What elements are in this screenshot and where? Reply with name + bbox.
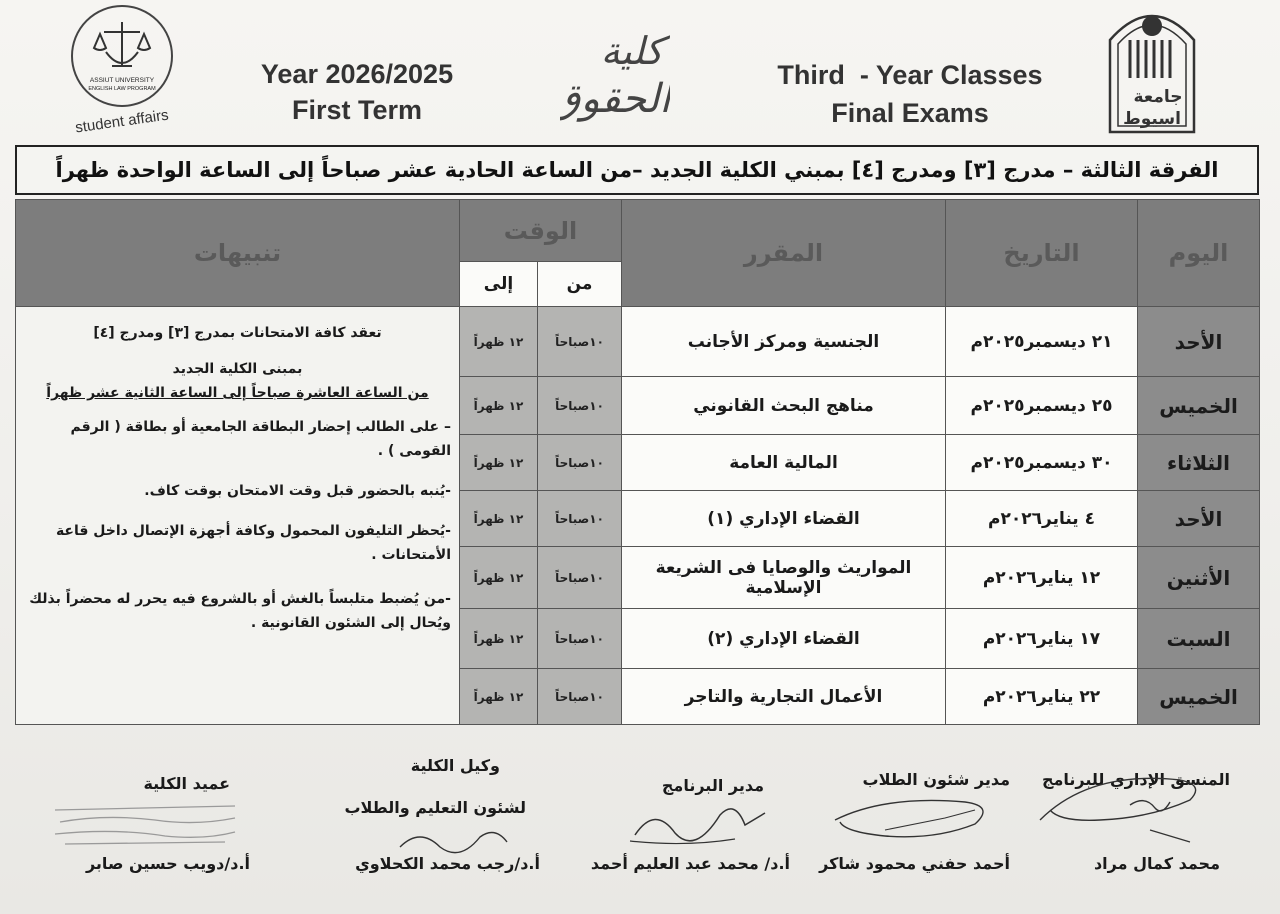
row-course: القضاء الإداري (١) [622,491,946,547]
affairs-signature-icon [825,790,1005,850]
row-from: ١٠صباحاً [538,307,622,377]
row-to: ١٢ ظهراً [460,307,538,377]
student-affairs-logo [62,4,182,138]
notes-line3: من الساعة العاشرة صباحاً إلى الساعة الثانية عشر ظهراً [46,385,429,401]
vice-name: أ.د/رجب محمد الكحلاوي [355,854,540,873]
row-from: ١٠صباحاً [538,491,622,547]
schedule-title: الفرقة الثالثة – مدرج [٣] ومدرج [٤] بمبني الكلية الجديد –من الساعة الحادية عشر صباحاً إلى الساعة الواحدة ظهراً [55,158,1219,182]
row-day: الخميس [1138,669,1260,725]
exam-schedule-table [15,199,1259,724]
row-from: ١٠صباحاً [538,609,622,669]
row-course: المواريث والوصايا فى الشريعة الإسلامية [622,547,946,609]
row-from: ١٠صباحاً [538,435,622,491]
row-course: القضاء الإداري (٢) [622,609,946,669]
exam-title [740,56,1080,132]
logo-line1: ASSIUT UNIVERSITY [89,77,155,84]
row-date: ٤ يناير٢٠٢٦م [946,491,1138,547]
coordinator-name: محمد كمال مراد [1093,854,1220,873]
row-course: الجنسية ومركز الأجانب [622,307,946,377]
header-from: من [538,262,622,307]
row-day: الأثنين [1138,547,1260,609]
vice-signature-icon [395,822,515,862]
row-date: ٣٠ ديسمبر٢٠٢٥م [946,435,1138,491]
notes-line2: بمبنى الكلية الجديد [172,361,303,377]
row-to: ١٢ ظهراً [460,435,538,491]
header-day: اليوم [1138,200,1260,307]
row-day: الأحد [1138,491,1260,547]
row-to: ١٢ ظهراً [460,609,538,669]
row-to: ١٢ ظهراً [460,491,538,547]
header-course: المقرر [622,200,946,307]
row-to: ١٢ ظهراً [460,547,538,609]
header-to: إلى [460,262,538,307]
academic-year [222,56,492,128]
row-day: السبت [1138,609,1260,669]
notes-bullet2: -يُنبه بالحضور قبل وقت الامتحان بوقت كاف. [144,483,451,499]
final-exams-line: Final Exams [831,98,989,128]
calligraphy-logo-icon [560,12,670,132]
logo-line3: student affairs [74,106,170,137]
row-to: ١٢ ظهراً [460,377,538,435]
table-row [16,307,1260,377]
vice-title-line2: لشئون التعليم والطلاب [344,798,526,817]
program-title: مدير البرنامج [661,776,764,795]
dean-title: عميد الكلية [143,774,230,793]
row-course: الأعمال التجارية والتاجر [622,669,946,725]
scales-emblem-icon [62,4,182,138]
notes-cell [16,307,460,725]
row-course: المالية العامة [622,435,946,491]
dean-stamp-icon [45,800,245,850]
row-date: ١٢ يناير٢٠٢٦م [946,547,1138,609]
header-time: الوقت [460,200,622,262]
row-from: ١٠صباحاً [538,547,622,609]
header-notes: تنبيهات [16,200,460,307]
assiut-university-logo [1104,0,1200,134]
row-date: ١٧ يناير٢٠٢٦م [946,609,1138,669]
faculty-word-1: كلية [600,29,664,73]
dean-name: أ.د/دويب حسين صابر [85,854,250,873]
year-line: Year 2026/2025 [260,59,454,89]
affairs-name: أحمد حفني محمود شاكر [819,854,1010,873]
program-signature-icon [625,795,775,850]
university-emblem-icon [1104,0,1200,134]
uni-logo-word-1: جامعة [1133,87,1183,107]
faculty-word-2: الحقوق [560,76,670,122]
row-course: مناهج البحث القانوني [622,377,946,435]
row-date: ٢٥ ديسمبر٢٠٢٥م [946,377,1138,435]
faculty-of-law-calligraphy [560,12,670,132]
classes-line: Third - Year Classes [777,60,1043,90]
row-day: الأحد [1138,307,1260,377]
term-line: First Term [291,95,423,125]
header-date: التاريخ [946,200,1138,307]
coordinator-signature-icon [1030,760,1220,850]
notes-bullet1: – على الطالب إحضار البطاقة الجامعية أو بطاقة ( الرقم القومى ) . [70,419,451,459]
row-date: ٢١ ديسمبر٢٠٢٥م [946,307,1138,377]
row-from: ١٠صباحاً [538,377,622,435]
uni-logo-word-2: اسيوط [1123,109,1181,129]
signature-vice-dean [330,756,540,881]
row-to: ١٢ ظهراً [460,669,538,725]
schedule-title-band [15,145,1259,195]
row-from: ١٠صباحاً [538,669,622,725]
exam-table [15,199,1260,725]
notes-line1: تعقد كافة الامتحانات بمدرج [٣] ومدرج [٤] [93,325,382,341]
program-name: أ.د/ محمد عبد العليم أحمد [590,854,790,873]
row-day: الخميس [1138,377,1260,435]
affairs-title: مدير شئون الطلاب [862,770,1010,789]
logo-line2: ENGLISH LAW PROGRAM [88,86,156,92]
header [0,0,1280,140]
row-date: ٢٢ يناير٢٠٢٦م [946,669,1138,725]
notes-bullet3: -يُحظر التليفون المحمول وكافة أجهزة الإتصال داخل قاعة الأمتحانات . [55,523,451,563]
row-day: الثلاثاء [1138,435,1260,491]
notes-bullet4: -من يُضبط متلبساً بالغش أو بالشروع فيه يحرر له محضراً بذلك ويُحال إلى الشئون القانونية . [29,591,451,631]
coordinator-title: المنسق الإداري للبرنامج [1041,770,1230,789]
vice-title-line1: وكيل الكلية [410,756,500,775]
